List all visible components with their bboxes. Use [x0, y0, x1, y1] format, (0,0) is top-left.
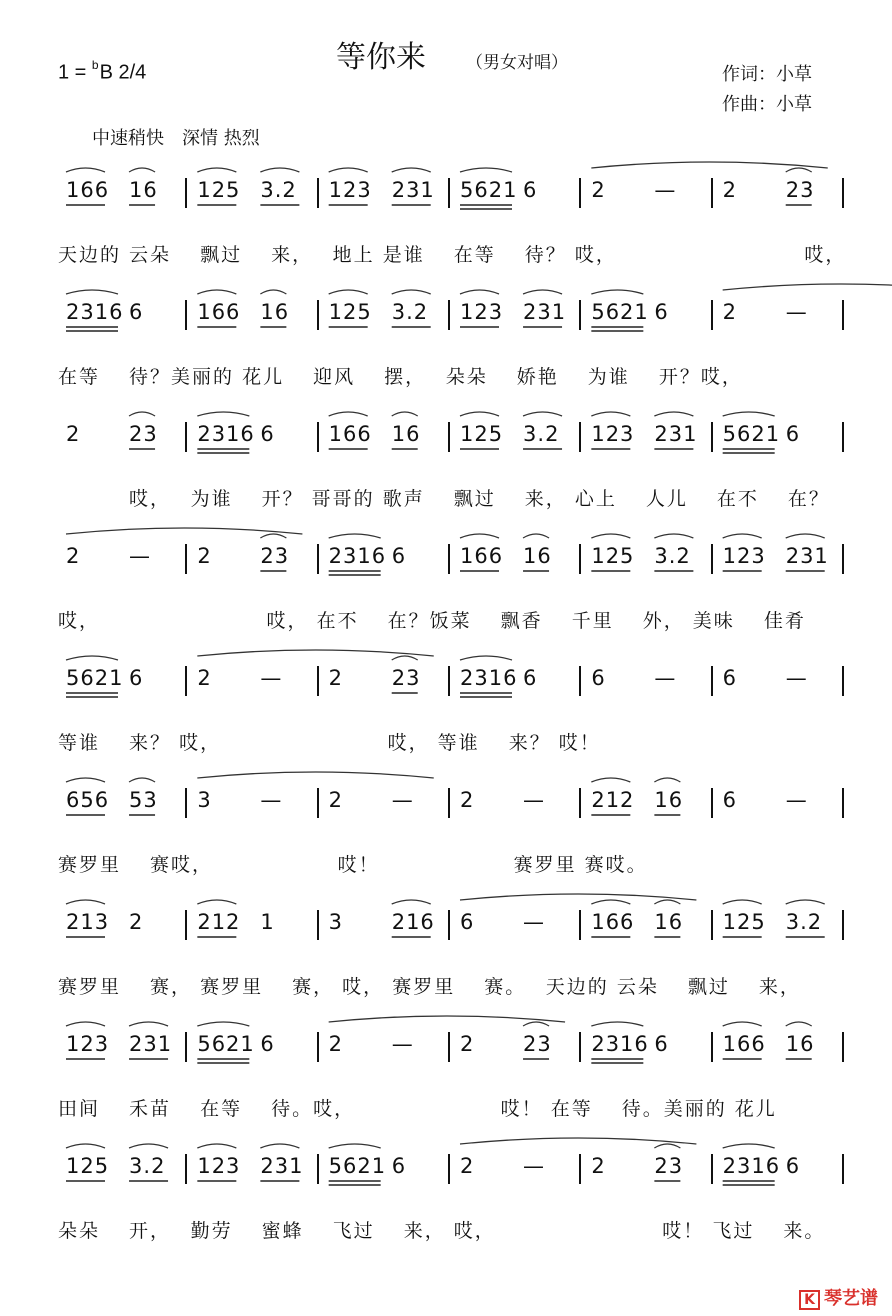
note-group: 5621: [197, 1032, 255, 1056]
slur-arc: [723, 534, 762, 538]
bar-line: [711, 666, 713, 696]
slur-arc: [260, 290, 286, 294]
note-group: 231: [523, 300, 567, 324]
site-watermark: [799, 1284, 878, 1310]
note-group: 2: [197, 666, 212, 690]
slur-arc: [129, 778, 155, 782]
song-subtitle: （男女对唱）: [466, 53, 568, 73]
note-group: 212: [197, 910, 241, 934]
note-group: 125: [197, 178, 241, 202]
bar-line: [317, 788, 319, 818]
lyric-line: 哎， 为谁 开？ 哥哥的 歌声 飘过 来， 心上 人儿 在不 在？: [58, 488, 830, 510]
note-group: 2: [460, 788, 475, 812]
bar-line: [448, 910, 450, 940]
tie-arc: [460, 894, 696, 900]
sustain-dash: —: [785, 666, 808, 690]
key-rest: B 2/4: [99, 61, 147, 84]
note-group: 16: [523, 544, 552, 568]
slur-arc: [654, 534, 693, 538]
sustain-dash: —: [654, 666, 677, 690]
bar-line: [448, 300, 450, 330]
watermark-text: 琴艺谱: [824, 1288, 878, 1309]
notation-line: [58, 280, 846, 346]
slur-arc: [260, 1144, 299, 1148]
slur-arc: [723, 900, 762, 904]
slur-arc: [591, 1022, 643, 1026]
sustain-dash: —: [391, 1032, 414, 1056]
notes-row: [58, 178, 846, 208]
note-group: 125: [66, 1154, 110, 1178]
lyric-line: 朵朵 开， 勤劳 蜜蜂 飞过 来， 哎， 哎！ 飞过 来。: [58, 1220, 826, 1242]
slur-arc: [329, 1144, 381, 1148]
bar-line: [842, 666, 844, 696]
bar-line: [842, 422, 844, 452]
bar-line: [185, 544, 187, 574]
note-group: 2: [66, 422, 81, 446]
notes-row: [58, 910, 846, 940]
note-group: 3: [328, 910, 344, 934]
slur-arc: [66, 900, 105, 904]
bar-line: [842, 178, 844, 208]
tie-arc: [329, 1016, 565, 1022]
slur-arc: [460, 412, 499, 416]
bar-line: [448, 788, 450, 818]
bar-line: [579, 422, 581, 452]
sustain-dash: —: [523, 1154, 546, 1178]
notes-row: [58, 666, 846, 696]
slur-arc: [129, 168, 155, 172]
note-group: 2316: [591, 1032, 649, 1056]
note-group: 3.2: [785, 910, 823, 934]
slur-arc: [591, 290, 643, 294]
note-group: 6: [391, 1154, 407, 1178]
bar-line: [711, 422, 713, 452]
slur-arc: [591, 534, 630, 538]
bar-line: [842, 300, 844, 330]
note-group: 23: [129, 422, 158, 446]
slur-arc: [129, 412, 155, 416]
note-group: 123: [591, 422, 635, 446]
note-group: 216: [391, 910, 435, 934]
slur-arc: [129, 1144, 168, 1148]
slur-arc: [197, 168, 236, 172]
note-group: 6: [654, 1032, 669, 1056]
note-group: 166: [460, 544, 504, 568]
note-group: 213: [66, 910, 110, 934]
note-group: 212: [591, 788, 635, 812]
watermark-logo: K: [799, 1290, 820, 1310]
slur-arc: [66, 778, 105, 782]
note-group: 6: [129, 666, 144, 690]
bar-line: [317, 1154, 319, 1184]
notation-line: [58, 768, 846, 834]
bar-line: [317, 422, 319, 452]
slur-arc: [460, 290, 499, 294]
note-group: 2316: [66, 300, 124, 324]
note-group: 125: [328, 300, 372, 324]
lyric-line: 田间 禾苗 在等 待。哎， 哎！ 在等 待。美丽的 花儿: [58, 1098, 777, 1120]
bar-line: [448, 1154, 450, 1184]
note-group: 23: [260, 544, 290, 568]
lyric-line: 哎， 哎， 在不 在？饭菜 飘香 千里 外， 美味 佳肴: [58, 610, 806, 632]
bar-line: [579, 788, 581, 818]
note-group: 2316: [328, 544, 387, 568]
sustain-dash: —: [785, 788, 808, 812]
slur-arc: [66, 168, 105, 172]
lyric-line: 赛罗里 赛， 赛罗里 赛， 哎， 赛罗里 赛。 天边的 云朵 飘过 来，: [58, 976, 801, 998]
tie-arc: [460, 1138, 696, 1144]
notation-line: [58, 158, 846, 224]
slur-arc: [329, 412, 368, 416]
lyric-line: 等谁 来？ 哎， 哎， 等谁 来？ 哎！: [58, 732, 601, 754]
note-group: 2: [591, 178, 606, 202]
slur-arc: [786, 168, 812, 172]
sustain-dash: —: [523, 788, 546, 812]
note-group: 3.2: [129, 1154, 166, 1178]
note-group: 2: [591, 1154, 606, 1178]
bar-line: [317, 300, 319, 330]
note-group: 125: [722, 910, 766, 934]
note-group: 6: [260, 422, 275, 446]
note-group: 6: [260, 1032, 275, 1056]
note-group: 166: [197, 300, 241, 324]
note-group: 2: [129, 910, 144, 934]
bar-line: [317, 666, 319, 696]
slur-arc: [786, 1022, 812, 1026]
bar-line: [842, 1154, 844, 1184]
note-group: 6: [785, 1154, 801, 1178]
slur-arc: [523, 1022, 549, 1026]
slur-arc: [523, 534, 549, 538]
note-group: 16: [654, 788, 684, 812]
bar-line: [579, 300, 581, 330]
note-group: 2316: [722, 1154, 781, 1178]
slur-arc: [392, 900, 431, 904]
note-group: 6: [391, 544, 407, 568]
tie-arc: [197, 650, 433, 656]
bar-line: [579, 910, 581, 940]
slur-arc: [654, 412, 693, 416]
note-group: 2: [460, 1032, 475, 1056]
note-group: 16: [654, 910, 684, 934]
slur-arc: [392, 168, 431, 172]
note-group: 231: [129, 1032, 173, 1056]
tie-arc: [66, 528, 302, 534]
sustain-dash: —: [260, 788, 283, 812]
notation-line: [58, 524, 846, 590]
note-group: 6: [460, 910, 475, 934]
note-group: 123: [460, 300, 504, 324]
bar-line: [185, 300, 187, 330]
note-group: 2: [328, 666, 344, 690]
note-group: 2: [66, 544, 81, 568]
tie-arc: [723, 284, 892, 290]
note-group: 23: [391, 666, 421, 690]
notes-row: [58, 788, 846, 818]
note-group: 6: [523, 666, 538, 690]
sustain-dash: —: [654, 178, 677, 202]
slur-arc: [329, 290, 368, 294]
bar-line: [842, 910, 844, 940]
note-group: 2: [460, 1154, 475, 1178]
slur-arc: [460, 656, 512, 660]
bar-line: [448, 1032, 450, 1062]
note-group: 2: [722, 300, 738, 324]
note-group: 2316: [460, 666, 518, 690]
note-group: 166: [591, 910, 635, 934]
notes-row: [58, 300, 846, 330]
slur-arc: [786, 534, 825, 538]
note-group: 53: [129, 788, 158, 812]
note-group: 6: [129, 300, 144, 324]
sustain-dash: —: [785, 300, 808, 324]
note-group: 16: [260, 300, 290, 324]
bar-line: [185, 178, 187, 208]
bar-line: [185, 1032, 187, 1062]
slur-arc: [723, 1022, 762, 1026]
slur-arc: [392, 412, 418, 416]
note-group: 3: [197, 788, 212, 812]
bar-line: [711, 1154, 713, 1184]
note-group: 3.2: [260, 178, 297, 202]
note-group: 16: [129, 178, 158, 202]
sustain-dash: —: [391, 788, 414, 812]
lyricist-credit: 作词：小草: [722, 64, 812, 85]
sustain-dash: —: [129, 544, 152, 568]
notes-row: [58, 1154, 846, 1184]
tempo-marking: 中速稍快 深情 热烈: [92, 128, 260, 149]
bar-line: [842, 544, 844, 574]
note-group: 23: [785, 178, 815, 202]
note-group: 5621: [328, 1154, 387, 1178]
lyric-line: 在等 待？美丽的 花儿 迎风 摆， 朵朵 娇艳 为谁 开？哎，: [58, 366, 743, 388]
bar-line: [579, 178, 581, 208]
note-group: 5621: [460, 178, 518, 202]
note-group: 2: [722, 178, 738, 202]
slur-arc: [523, 290, 562, 294]
note-group: 123: [197, 1154, 241, 1178]
note-group: 123: [66, 1032, 110, 1056]
slur-arc: [460, 534, 499, 538]
note-group: 3.2: [523, 422, 560, 446]
note-group: 656: [66, 788, 110, 812]
bar-line: [185, 1154, 187, 1184]
flat-sign: b: [91, 58, 99, 72]
slur-arc: [260, 534, 286, 538]
slur-arc: [66, 656, 118, 660]
slur-arc: [723, 1144, 775, 1148]
note-group: 2: [328, 788, 344, 812]
note-group: 125: [591, 544, 635, 568]
note-group: 166: [328, 422, 372, 446]
sustain-dash: —: [260, 666, 283, 690]
bar-line: [711, 178, 713, 208]
slur-arc: [654, 778, 680, 782]
lyric-line: 赛罗里 赛哎， 哎！ 赛罗里 赛哎。: [58, 854, 648, 876]
note-group: 231: [260, 1154, 304, 1178]
note-group: 3.2: [654, 544, 691, 568]
note-group: 2316: [197, 422, 255, 446]
bar-line: [711, 544, 713, 574]
note-group: 6: [591, 666, 606, 690]
note-group: 2: [328, 1032, 344, 1056]
bar-line: [448, 422, 450, 452]
key-prefix: 1 =: [58, 61, 87, 84]
bar-line: [185, 910, 187, 940]
bar-line: [711, 788, 713, 818]
bar-line: [317, 910, 319, 940]
slur-arc: [66, 1144, 105, 1148]
notation-line: [58, 646, 846, 712]
bar-line: [579, 666, 581, 696]
slur-arc: [392, 656, 418, 660]
notation-line: [58, 1134, 846, 1200]
note-group: 123: [328, 178, 372, 202]
note-group: 2: [197, 544, 212, 568]
song-title: 等你来: [336, 40, 426, 75]
bar-line: [579, 544, 581, 574]
note-group: 231: [391, 178, 435, 202]
slur-arc: [197, 290, 236, 294]
composer-credit: 作曲：小草: [722, 94, 812, 115]
note-group: 6: [722, 666, 738, 690]
notation-line: [58, 890, 846, 956]
tie-arc: [197, 772, 433, 778]
note-group: 5621: [722, 422, 781, 446]
bar-line: [448, 178, 450, 208]
slur-arc: [523, 412, 562, 416]
note-group: 166: [66, 178, 110, 202]
note-group: 1: [260, 910, 275, 934]
sustain-dash: —: [523, 910, 546, 934]
slur-arc: [654, 900, 680, 904]
note-group: 16: [785, 1032, 815, 1056]
bar-line: [711, 300, 713, 330]
notes-row: [58, 544, 846, 574]
note-group: 3.2: [391, 300, 429, 324]
bar-line: [185, 666, 187, 696]
slur-arc: [329, 168, 368, 172]
notation-line: [58, 1012, 846, 1078]
note-group: 125: [460, 422, 504, 446]
bar-line: [317, 544, 319, 574]
bar-line: [842, 788, 844, 818]
slur-arc: [460, 168, 512, 172]
note-group: 5621: [591, 300, 649, 324]
notes-row: [58, 1032, 846, 1062]
note-group: 5621: [66, 666, 124, 690]
slur-arc: [392, 290, 431, 294]
bar-line: [448, 666, 450, 696]
slur-arc: [197, 1022, 249, 1026]
bar-line: [317, 1032, 319, 1062]
slur-arc: [591, 778, 630, 782]
note-group: 23: [654, 1154, 684, 1178]
tie-arc: [591, 162, 827, 168]
slur-arc: [197, 412, 249, 416]
bar-line: [579, 1032, 581, 1062]
slur-arc: [723, 412, 775, 416]
note-group: 6: [523, 178, 538, 202]
note-group: 16: [391, 422, 421, 446]
slur-arc: [591, 412, 630, 416]
notation-line: [58, 402, 846, 468]
lyric-line: 天边的 云朵 飘过 来， 地上 是谁 在等 待？ 哎， 哎，: [58, 244, 847, 266]
slur-arc: [786, 900, 825, 904]
slur-arc: [66, 1022, 105, 1026]
slur-arc: [260, 168, 299, 172]
bar-line: [448, 544, 450, 574]
bar-line: [711, 1032, 713, 1062]
slur-arc: [129, 1022, 168, 1026]
note-group: 6: [654, 300, 669, 324]
note-group: 231: [654, 422, 698, 446]
bar-line: [842, 1032, 844, 1062]
note-group: 6: [785, 422, 801, 446]
note-group: 23: [523, 1032, 552, 1056]
slur-arc: [197, 1144, 236, 1148]
slur-arc: [591, 900, 630, 904]
bar-line: [185, 422, 187, 452]
bar-line: [579, 1154, 581, 1184]
slur-arc: [329, 534, 381, 538]
note-group: 6: [722, 788, 738, 812]
note-group: 231: [785, 544, 829, 568]
note-group: 166: [722, 1032, 766, 1056]
slur-arc: [654, 1144, 680, 1148]
bar-line: [711, 910, 713, 940]
slur-arc: [197, 900, 236, 904]
bar-line: [185, 788, 187, 818]
slur-arc: [66, 290, 118, 294]
bar-line: [317, 178, 319, 208]
note-group: 123: [722, 544, 766, 568]
key-signature: [58, 60, 146, 85]
notes-row: [58, 422, 846, 452]
